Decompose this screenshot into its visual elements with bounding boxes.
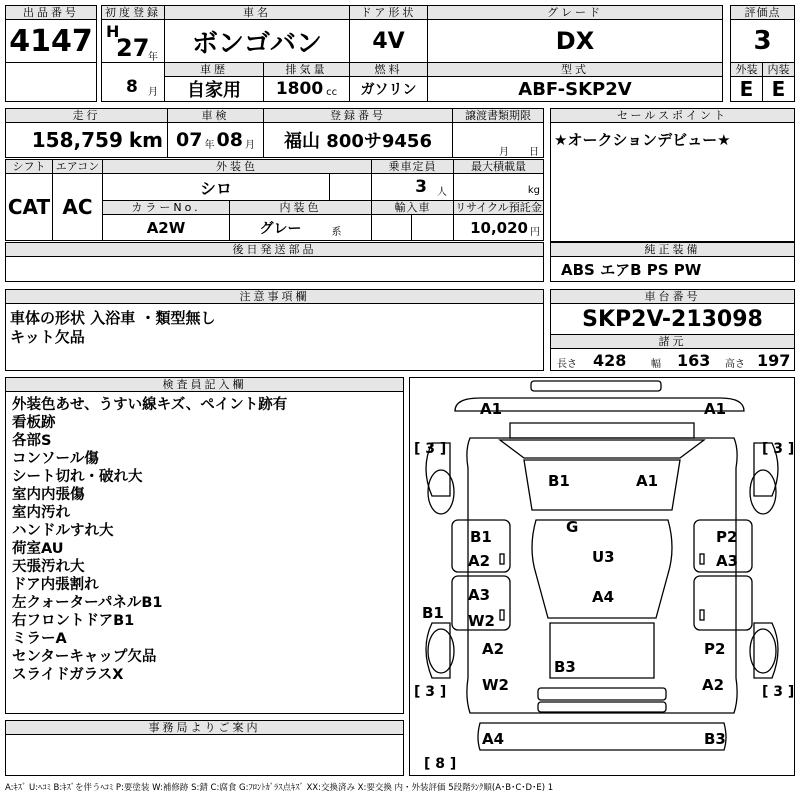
inspection-month-unit: 月 [244,139,255,151]
year-unit: 年 [148,52,158,63]
capacity-header: 乗車定員 [371,159,454,174]
note-line: コンソール傷 [12,451,99,467]
recycle-cell [453,214,544,241]
note-line: センターキャップ欠品 [12,649,157,665]
note-line: 外装色あせ、うすい線キズ、ペイント跡有 [12,397,288,413]
grade-header: グレード [427,5,723,20]
mark-hood-right: A1 [636,472,659,490]
inspection-year-unit: 年 [204,139,215,151]
transfer-deadline-cell [452,122,544,158]
import-cell-2 [411,214,454,241]
tire-rr: [ 3 ] [762,684,795,700]
mark-rear-roof: B3 [554,658,576,676]
inspector-notes [5,391,404,714]
shift-header: シフト [5,159,53,174]
width-label: 幅 [651,359,661,370]
shift: CAT [5,173,53,241]
tire-spare: [ 8 ] [424,756,457,772]
dims-row [550,348,795,371]
chassis-number: SKP2V-213098 [550,303,795,335]
history: 自家用 [164,76,264,102]
note-line: 右フロントドアB1 [12,613,135,629]
first-reg-year-cell [101,19,165,63]
mark-roof: U3 [592,548,615,566]
note-line: ミラーA [12,631,67,647]
mark-left-front-door: B1 [470,528,492,546]
sales-point-header: セールスポイント [550,108,795,123]
era-mark: H [106,22,120,41]
import-header: 輸入車 [371,200,454,215]
max-load-header: 最大積載量 [453,159,544,174]
car-outline-svg [410,378,794,775]
score-header: 評価点 [730,5,795,20]
mark-left-rear-door-2: W2 [468,612,495,630]
later-parts-box [5,256,544,282]
note-line: 各部S [12,433,52,449]
import-cell-1 [371,214,412,241]
mark-right-rear-2: A2 [702,676,725,694]
first-reg-header: 初度登録 [101,5,165,20]
mark-hood-left: B1 [548,472,570,490]
displacement-header: 排気量 [263,62,350,77]
inspection-year: 07 [176,129,203,151]
note-line: 荷室AU [12,541,64,557]
history-header: 車歴 [164,62,264,77]
mark-right-front-door: P2 [716,528,738,546]
aircon: AC [52,173,103,241]
damage-diagram [409,377,795,776]
mark-right-rear-1: P2 [704,640,726,658]
ext-color-header: 外装色 [102,159,372,174]
displacement: 1800 [275,79,324,99]
width: 163 [677,351,711,370]
max-load-cell [453,173,544,201]
aircon-header: エアコン [52,159,103,174]
note-line: スライドガラスX [12,667,124,683]
mark-roof-rear: A4 [592,588,615,606]
door-header: ドア形状 [349,5,428,20]
first-reg-month-cell [101,62,165,102]
color-no-header: カラーNo. [102,200,230,215]
note-line: ハンドルすれ大 [12,523,114,539]
mark-left-front-door-2: A2 [468,552,491,570]
length-label: 長さ [557,359,577,370]
note-line: 左クォーターパネルB1 [12,595,163,611]
legend: A:ｷｽﾞ U:ﾍｺﾐ B:ｷｽﾞを伴うﾍｺﾐ P:要塗装 W:補修跡 S:錆 C:腐食 G:ﾌﾛﾝﾄｶﾞﾗｽ点ｷｽﾞ XX:交換済み X:要交換 内・外装評価 5段階ﾗﾝｸ順(A･B･C･D･E) 1 [5,783,554,793]
transfer-month-unit: 月 [499,147,509,158]
transfer-day-unit: 日 [529,147,539,158]
sales-point-box [550,122,795,242]
car-name: ボンゴバン [164,19,350,63]
caution-line: キット欠品 [10,328,85,346]
model-code-header: 型式 [427,62,723,77]
height: 197 [757,351,791,370]
mark-left-rear-1: A2 [482,640,505,658]
ext-color-blank [329,173,372,201]
mark-front-right: A1 [704,400,727,418]
genuine-equip: ABS エアB PS PW [550,256,795,282]
spec-header: 諸元 [550,334,795,349]
displacement-cell [263,76,350,102]
mark-left-rear-2: W2 [482,676,509,694]
max-load-unit: kg [527,184,540,196]
chassis-header: 車台番号 [550,289,795,304]
mark-left-quarter: B1 [422,604,444,622]
tire-rl: [ 3 ] [414,684,447,700]
door-type: 4V [349,19,428,63]
recycle-unit: 円 [530,226,540,238]
mark-rear-left: A4 [482,730,505,748]
mileage-cell [5,122,168,158]
recycle: 10,020 [470,218,528,237]
sales-point: ★オークションデビュー★ [554,131,731,149]
mark-front-left: A1 [480,400,503,418]
note-line: 室内汚れ [12,505,70,521]
int-score: E [762,76,795,102]
first-reg-year: 27 [116,34,150,62]
lot-number: 4147 [5,19,97,63]
int-score-header: 内装 [762,62,795,77]
note-line: 天張汚れ大 [12,559,85,575]
inspection-month: 08 [216,129,243,151]
mark-rear-right: B3 [704,730,726,748]
reg-number: 福山 800サ9456 [263,122,453,158]
model-code: ABF-SKP2V [427,76,723,102]
caution-header: 注意事項欄 [5,289,544,304]
transfer-deadline-header: 譲渡書類期限 [452,108,544,123]
height-label: 高さ [725,359,745,370]
note-line: ドア内張割れ [12,577,99,593]
capacity-cell [371,173,454,201]
later-parts-header: 後日発送部品 [5,242,544,257]
note-line: 室内内張傷 [12,487,85,503]
inspector-header: 検査員記入欄 [5,377,404,392]
month-unit: 月 [148,87,158,98]
ext-color: シロ [102,173,330,201]
int-color-unit: 系 [331,227,342,238]
score: 3 [730,19,795,63]
color-no: A2W [102,214,230,241]
mileage-unit: km [128,128,163,152]
lot-blank [5,62,97,102]
lot-header: 出品番号 [5,5,97,20]
mark-left-rear-door: A3 [468,586,491,604]
fuel: ガソリン [349,76,428,102]
tire-fl: [ 3 ] [414,441,447,457]
length: 428 [593,351,627,370]
mark-glass: G [566,518,579,536]
int-color-header: 内装色 [229,200,372,215]
mark-right-front-door-2: A3 [716,552,739,570]
mileage-header: 走行 [5,108,168,123]
reg-number-header: 登録番号 [263,108,453,123]
note-line: シート切れ・破れ大 [12,469,143,485]
int-color: グレー [259,220,302,237]
inspection-cell [167,122,264,158]
int-color-cell [229,214,372,241]
note-line: 看板跡 [12,415,56,431]
ext-score: E [730,76,763,102]
mileage: 158,759 [31,128,123,152]
office-header: 事務局よりご案内 [5,720,404,735]
caution-box [5,303,544,371]
car-name-header: 車名 [164,5,350,20]
inspection-header: 車検 [167,108,264,123]
office-box [5,734,404,776]
capacity-unit: 人 [437,186,447,198]
caution-line: 車体の形状 入浴車 ・類型無し [10,309,216,327]
genuine-equip-header: 純正装備 [550,242,795,257]
fuel-header: 燃料 [349,62,428,77]
grade: DX [427,19,723,63]
first-reg-month: 8 [126,77,138,97]
ext-score-header: 外装 [730,62,763,77]
displacement-unit: cc [326,86,338,98]
tire-fr: [ 3 ] [762,441,795,457]
capacity: 3 [415,177,427,197]
recycle-header: リサイクル預託金 [453,200,544,215]
